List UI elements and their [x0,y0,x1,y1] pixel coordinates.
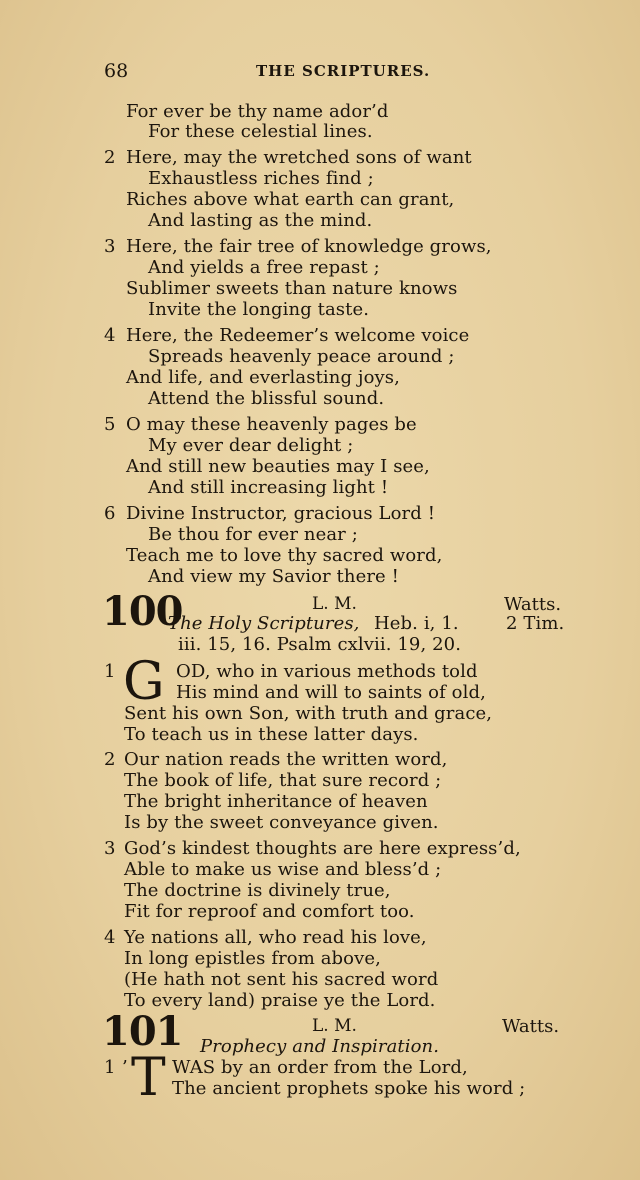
verse-number: 3 [104,236,116,257]
verse-line: Exhaustless riches find ; [148,168,374,189]
verse-number: 2 [104,147,116,168]
verse-line: Sent his own Son, with truth and grace, [124,703,493,724]
drop-cap: G [123,652,165,712]
verse-line: God’s kindest thoughts are here express’d, [124,838,521,859]
verse-line: Here, the fair tree of knowledge grows, [126,236,492,257]
verse-number: 5 [104,414,116,435]
hymn-author: Watts. [502,1016,560,1037]
hymn-author: Watts. [504,594,562,615]
verse-line: And still increasing light ! [148,477,389,498]
verse-line: Riches above what earth can grant, [126,189,455,210]
verse-line: WAS by an order from the Lord, [172,1057,468,1078]
verse-line: Invite the longing taste. [148,299,370,320]
verse-number: 2 [104,749,116,770]
verse-line: My ever dear delight ; [148,435,354,456]
verse-line: And lasting as the mind. [148,210,373,231]
apostrophe-mark: ’ [122,1057,128,1078]
scripture-reference: Heb. i, 1. [374,613,459,634]
drop-cap: T [131,1048,166,1108]
verse-line: For these celestial lines. [148,121,373,142]
verse-line: OD, who in various methods told [176,661,478,682]
verse-line: His mind and will to saints of old, [176,682,486,703]
verse-line: The ancient prophets spoke his word ; [172,1078,526,1099]
verse-line: Be thou for ever near ; [148,524,358,545]
verse-number: 6 [104,503,116,524]
page-number: 68 [104,60,129,82]
hymn-number: 101 [102,1008,183,1055]
verse-line: (He hath not sent his sacred word [124,969,439,990]
verse-line: To every land) praise ye the Lord. [124,990,436,1011]
hymn-number: 100 [102,588,183,635]
verse-line: And life, and everlasting joys, [126,367,400,388]
scripture-reference-line: iii. 15, 16. Psalm cxlvii. 19, 20. [178,634,462,655]
verse-number: 1 [104,1057,116,1078]
verse-line: And still new beauties may I see, [126,456,430,477]
hymn-subtitle: The Holy Scriptures, [168,613,360,634]
verse-line: Spreads heavenly peace around ; [148,346,455,367]
verse-line: And yields a free repast ; [148,257,380,278]
verse-line: For ever be thy name ador’d [126,101,389,122]
verse-line: O may these heavenly pages be [126,414,417,435]
verse-line: In long epistles from above, [124,948,381,969]
verse-line: Teach me to love thy sacred word, [126,545,443,566]
hymn-meter: L. M. [312,594,357,614]
verse-line: Sublimer sweets than nature knows [126,278,458,299]
scripture-reference: 2 Tim. [506,613,565,634]
verse-number: 1 [104,661,116,682]
verse-number: 4 [104,927,116,948]
hymn-subtitle: Prophecy and Inspiration. [200,1036,440,1057]
verse-line: The bright inheritance of heaven [124,791,428,812]
verse-line: Here, may the wretched sons of want [126,147,472,168]
verse-line: Is by the sweet conveyance given. [124,812,439,833]
verse-line: Our nation reads the written word, [124,749,448,770]
verse-line: The doctrine is divinely true, [124,880,391,901]
verse-number: 4 [104,325,116,346]
verse-line: Here, the Redeemer’s welcome voice [126,325,470,346]
verse-line: Able to make us wise and bless’d ; [124,859,442,880]
running-title: THE SCRIPTURES. [256,62,431,80]
verse-line: To teach us in these latter days. [124,724,419,745]
verse-line: Divine Instructor, gracious Lord ! [126,503,436,524]
verse-line: Ye nations all, who read his love, [124,927,427,948]
verse-line: Fit for reproof and comfort too. [124,901,415,922]
hymn-meter: L. M. [312,1016,357,1036]
verse-line: Attend the blissful sound. [148,388,385,409]
verse-line: And view my Savior there ! [148,566,399,587]
verse-line: The book of life, that sure record ; [124,770,442,791]
verse-number: 3 [104,838,116,859]
